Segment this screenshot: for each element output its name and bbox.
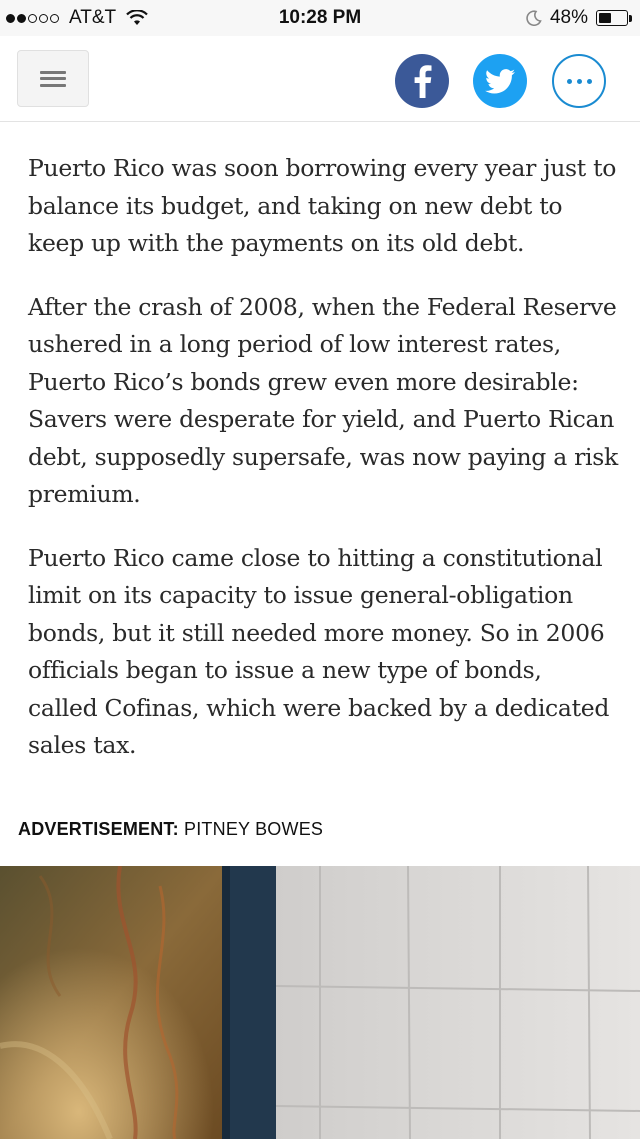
- wifi-icon: [126, 10, 148, 26]
- battery-percent: 48%: [549, 7, 588, 28]
- article-body: [28, 150, 618, 791]
- facebook-icon: [411, 64, 433, 98]
- battery-icon: [596, 10, 632, 26]
- twitter-share-button[interactable]: [473, 54, 527, 108]
- status-right: [526, 0, 632, 36]
- status-left: [6, 0, 148, 36]
- advertisement-image[interactable]: [0, 866, 640, 1139]
- menu-button[interactable]: [17, 50, 89, 107]
- more-share-options-button[interactable]: [552, 54, 606, 108]
- advertisement-label: [18, 819, 323, 840]
- carrier-name: AT&T: [69, 7, 117, 28]
- advertisement-sponsor: PITNEY BOWES: [184, 819, 324, 839]
- status-time: 10:28 PM: [278, 7, 362, 28]
- app-header: [0, 36, 640, 122]
- do-not-disturb-moon-icon: [526, 10, 542, 26]
- signal-strength-icon: [6, 14, 59, 23]
- facebook-share-button[interactable]: [395, 54, 449, 108]
- more-icon: [567, 79, 592, 84]
- article-paragraph-1: Puerto Rico was soon borrowing every year just to balance its budget, and taking on new debt to keep up with the payments on its old debt.: [28, 154, 617, 257]
- twitter-icon: [485, 69, 515, 94]
- hamburger-icon: [40, 71, 66, 87]
- status-bar: [0, 0, 640, 36]
- article-paragraph-3: Puerto Rico came close to hitting a constitutional limit on its capacity to issue general-obligation bonds, but it still needed more money. So in 2006 officials began to issue a new type of bonds, called Cofinas, which were backed by a dedicated sales tax.: [28, 543, 610, 759]
- advertisement-artwork: [0, 866, 640, 1139]
- advertisement-prefix: ADVERTISEMENT:: [18, 819, 179, 839]
- article-paragraph-2: After the crash of 2008, when the Federal Reserve ushered in a long period of low interest rates, Puerto Rico’s bonds grew even more desirable: Savers were desperate for yield, and Puerto Rican debt, supposedly supersafe, was now paying a risk premium.: [28, 292, 618, 508]
